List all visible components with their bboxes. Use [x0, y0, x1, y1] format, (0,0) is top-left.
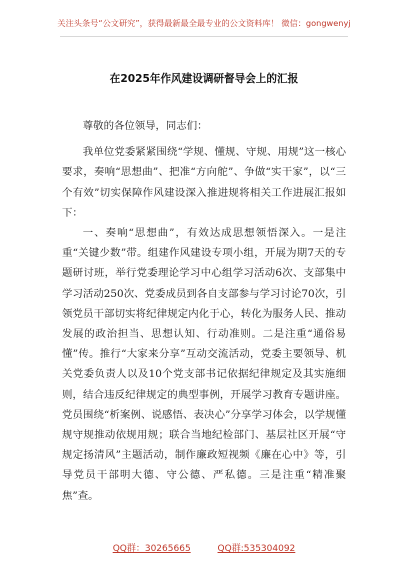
document-body — [62, 116, 346, 506]
footer-qq-group-2[interactable]: QQ群:535304092 — [217, 544, 296, 554]
header-note: 关注头条号“公文研究”，获得最新最全最专业的公文资料库！ 微信：gongwenyj — [57, 18, 351, 28]
footer-contacts — [0, 541, 408, 554]
footer-qq-group-1[interactable]: QQ群：30265665 — [112, 544, 191, 554]
header-divider — [60, 36, 348, 37]
paragraph: 一、奏响“思想曲”，有效达成思想领悟深入。一是注重“关键少数”带。组建作风建设专项小组，开展为期7天的专题研讨班，举行党委理论学习中心组学习活动6次、支部集中学习活动250次、党委成员到各自支部参与学习讨论70次，引领党员干部切实将纪律规定内化于心，转化为服务人民、推动发展的政治担当、思想认知、行动准则。二是注重“通俗易懂”传。推行“大家来分享”互动交流活动，党委主要领导、机关党委负责人以及10个党支部书记依据纪律规定及其实施细则，结合违反纪律规定的典型事例，开展学习教育专题讲座。党员围绕“析案例、说感悟、表决心”分享学习体会，以学规懂规守规推动依规用规；联合当地纪检部门、基层社区开展“守规定扬清风”主题活动，制作廉政短视频《廉在心中》等，引导党员干部明大德、守公德、严私德。三是注重“精准聚焦”查。 — [62, 227, 346, 502]
greeting: 尊敬的各位领导，同志们： — [82, 120, 208, 132]
document-title: 在2025年作风建设调研督导会上的汇报 — [109, 73, 299, 85]
paragraph: 我单位党委紧紧围绕“学规、懂规、守规、用规”这一核心要求，奏响“思想曲”、把准“方向舵”、争做“实干家”，以“三个有效”切实保障作风建设深入推进规将相关工作进展汇报如下： — [62, 146, 346, 219]
